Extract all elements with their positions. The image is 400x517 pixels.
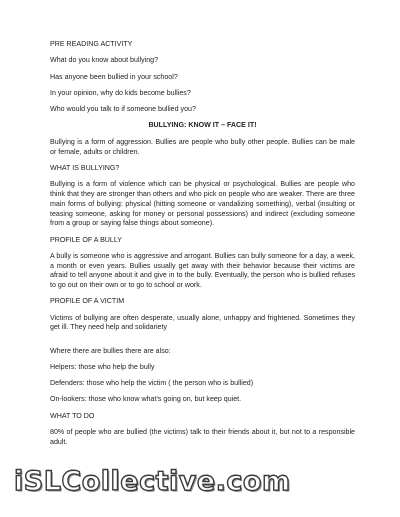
islcollective-watermark: iSLCollective.com: [14, 466, 291, 497]
question-1: What do you know about bullying?: [50, 56, 159, 65]
question-3: In your opinion, why do kids become bullies?: [50, 88, 191, 97]
worksheet-page: [50, 40, 355, 454]
victim-profile-paragraph: Victims of bullying are often desperate, usually alone, unhappy and frightened. Sometimes they get ill. They need help and solidariety: [50, 313, 355, 332]
what-is-bullying-paragraph: Bullying is a form of violence which can be physical or psychological. Bullies are people who think that they are stronger than others and who pick on people who are weaker. There are three main forms of bullying: physical (hitting someone or vandalizing something), verbal (insulting or teasing someone, asking for money or personal possessions) and indirect (excluding someone from a group or saying false things about someone).: [50, 180, 355, 228]
intro-paragraph: Bullying is a form of aggression. Bullies are people who bully other people. Bullies can be male or female, adults or children.: [50, 138, 355, 156]
helpers-line: Helpers: those who help the bully: [50, 362, 155, 371]
bully-profile-heading: PROFILE OF A BULLY: [50, 235, 123, 244]
victim-profile-heading: PROFILE OF A VICTIM: [50, 297, 125, 306]
defenders-line: Defenders: those who help the victim ( the person who is bullied): [50, 379, 254, 388]
onlookers-line: On-lookers: those who know what’s going on, but keep quiet.: [50, 395, 242, 404]
what-to-do-paragraph: 80% of people who are bullied (the victims) talk to their friends about it, but not to a responsible adult.: [50, 428, 355, 446]
what-to-do-heading: WHAT TO DO: [50, 411, 95, 420]
bully-profile-paragraph: A bully is someone who is aggressive and arrogant. Bullies can bully someone for a day, a week, a month or even years. Bullies usually get away with their behavior because their victims are afraid to tell anyone about it and give in to the bully. Eventually, the person who is bullied refuses to go out on their own or to go to school or work.: [50, 251, 355, 289]
question-2: Has anyone been bullied in your school?: [50, 72, 178, 81]
question-4: Who would you talk to if someone bullied you?: [50, 105, 196, 114]
pre-reading-heading: PRE READING ACTIVITY: [50, 40, 133, 48]
spacer: [50, 340, 355, 347]
what-is-bullying-heading: WHAT IS BULLYING?: [50, 164, 120, 173]
document-title: BULLYING: KNOW IT – FACE IT!: [148, 121, 257, 130]
where-bullies-text: Where there are bullies there are also:: [50, 346, 171, 355]
